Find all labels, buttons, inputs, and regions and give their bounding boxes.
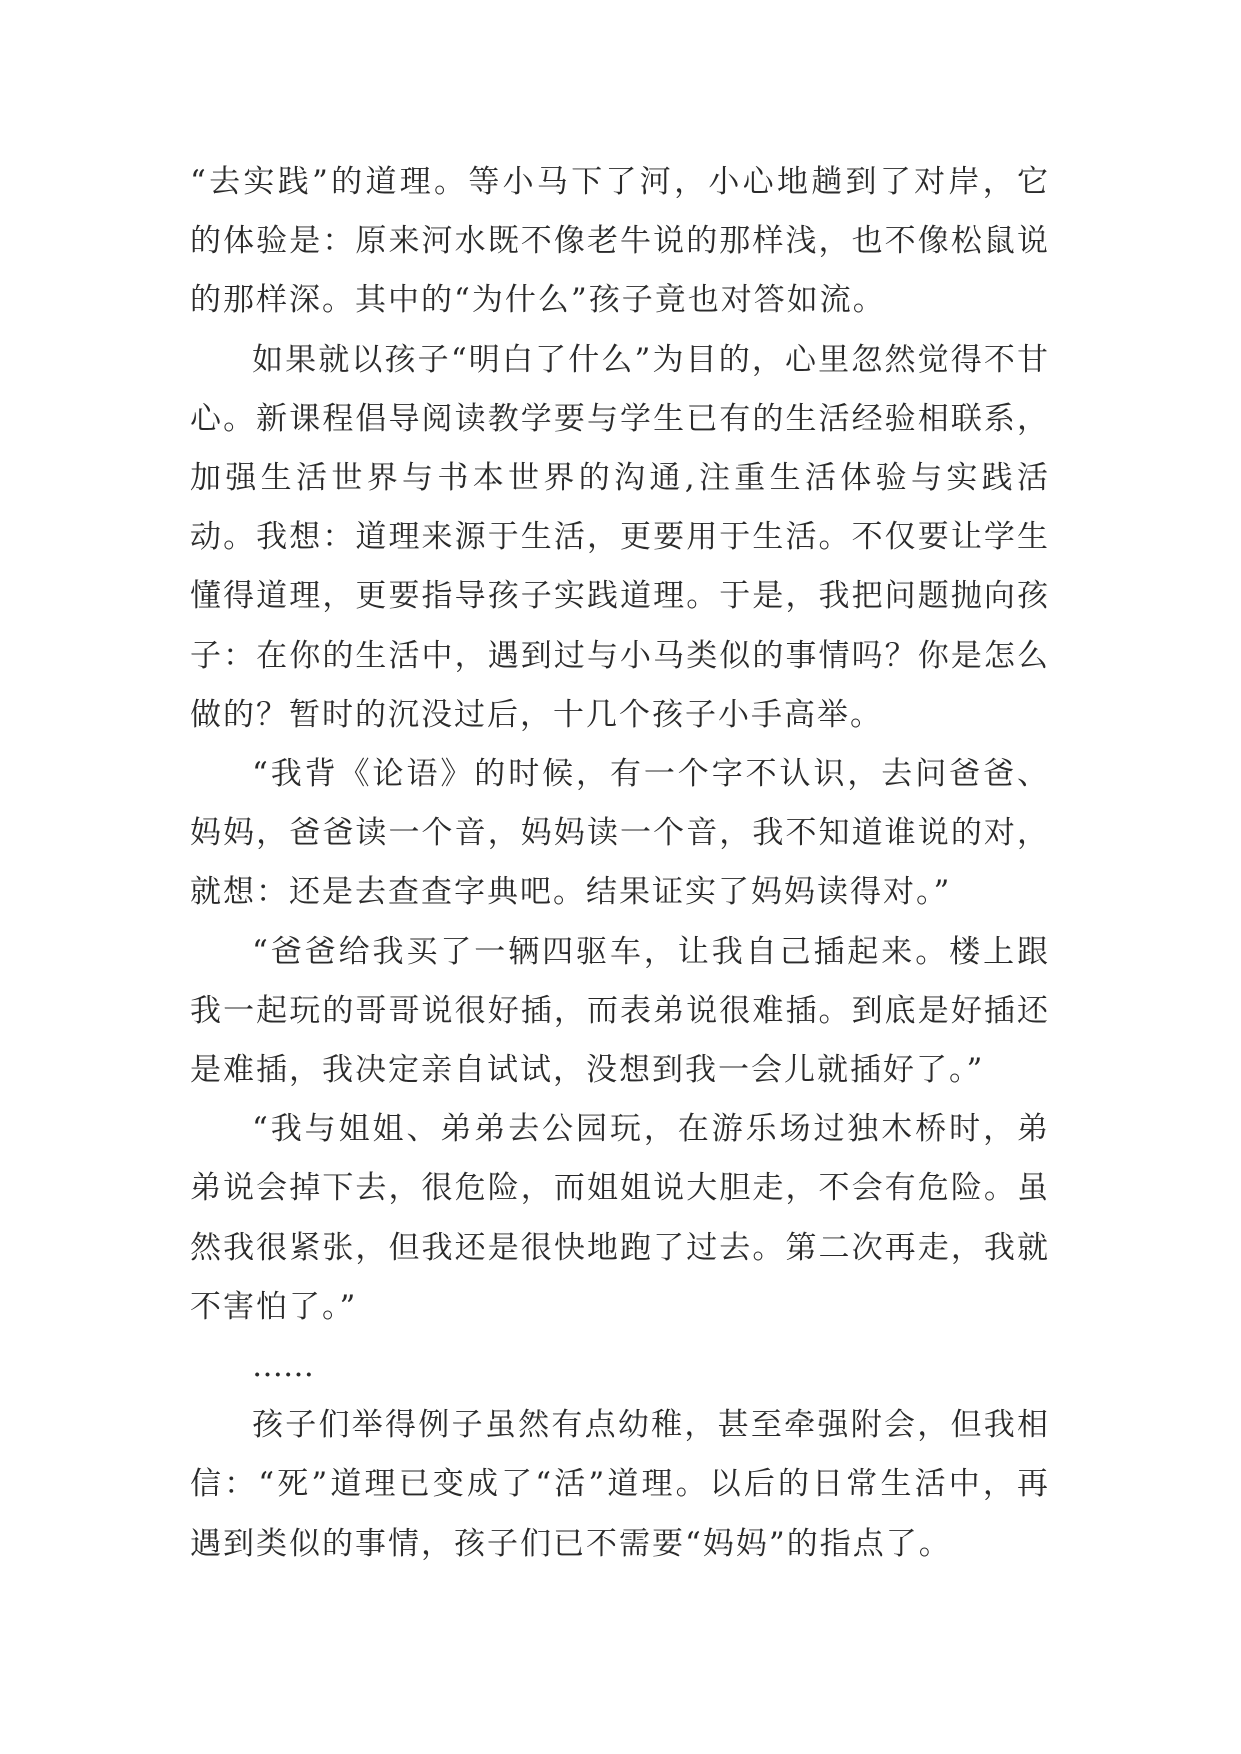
paragraph-example-bridge: “我与姐姐、弟弟去公园玩，在游乐场过独木桥时，弟弟说会掉下去，很危险，而姐姐说大胆走，不会有危险。虽然我很紧张，但我还是很快地跑了过去。第二次再走，我就不害怕了。”	[190, 1111, 1050, 1325]
paragraph-conclusion: 孩子们举得例子虽然有点幼稚，甚至牵强附会，但我相信：“死”道理已变成了“活”道理。以后的日常生活中，再遇到类似的事情，孩子们已不需要“妈妈”的指点了。	[190, 1407, 1050, 1562]
paragraph-example-lunyu: “我背《论语》的时候，有一个字不认识，去问爸爸、妈妈，爸爸读一个音，妈妈读一个音，我不知道谁说的对，就想：还是去查查字典吧。结果证实了妈妈读得对。”	[190, 756, 1050, 911]
paragraph-reflection: 如果就以孩子“明白了什么”为目的，心里忽然觉得不甘心。新课程倡导阅读教学要与学生已有的生活经验相联系，加强生活世界与书本世界的沟通,注重生活体验与实践活动。我想：道理来源于生活，更要用于生活。不仅要让学生懂得道理，更要指导孩子实践道理。于是，我把问题抛向孩子：在你的生活中，遇到过与小马类似的事情吗？你是怎么做的？暂时的沉没过后，十几个孩子小手高举。	[190, 341, 1050, 733]
paragraph-continuation: “去实践”的道理。等小马下了河，小心地趟到了对岸，它的体验是：原来河水既不像老牛说的那样浅，也不像松鼠说的那样深。其中的“为什么”孩子竟也对答如流。	[190, 164, 1050, 319]
body-text	[190, 153, 1050, 1574]
paragraph-ellipsis: ……	[252, 1348, 314, 1385]
paragraph-example-car: “爸爸给我买了一辆四驱车，让我自己插起来。楼上跟我一起玩的哥哥说很好插，而表弟说很难插。到底是好插还是难插，我决定亲自试试，没想到我一会儿就插好了。”	[190, 933, 1050, 1089]
